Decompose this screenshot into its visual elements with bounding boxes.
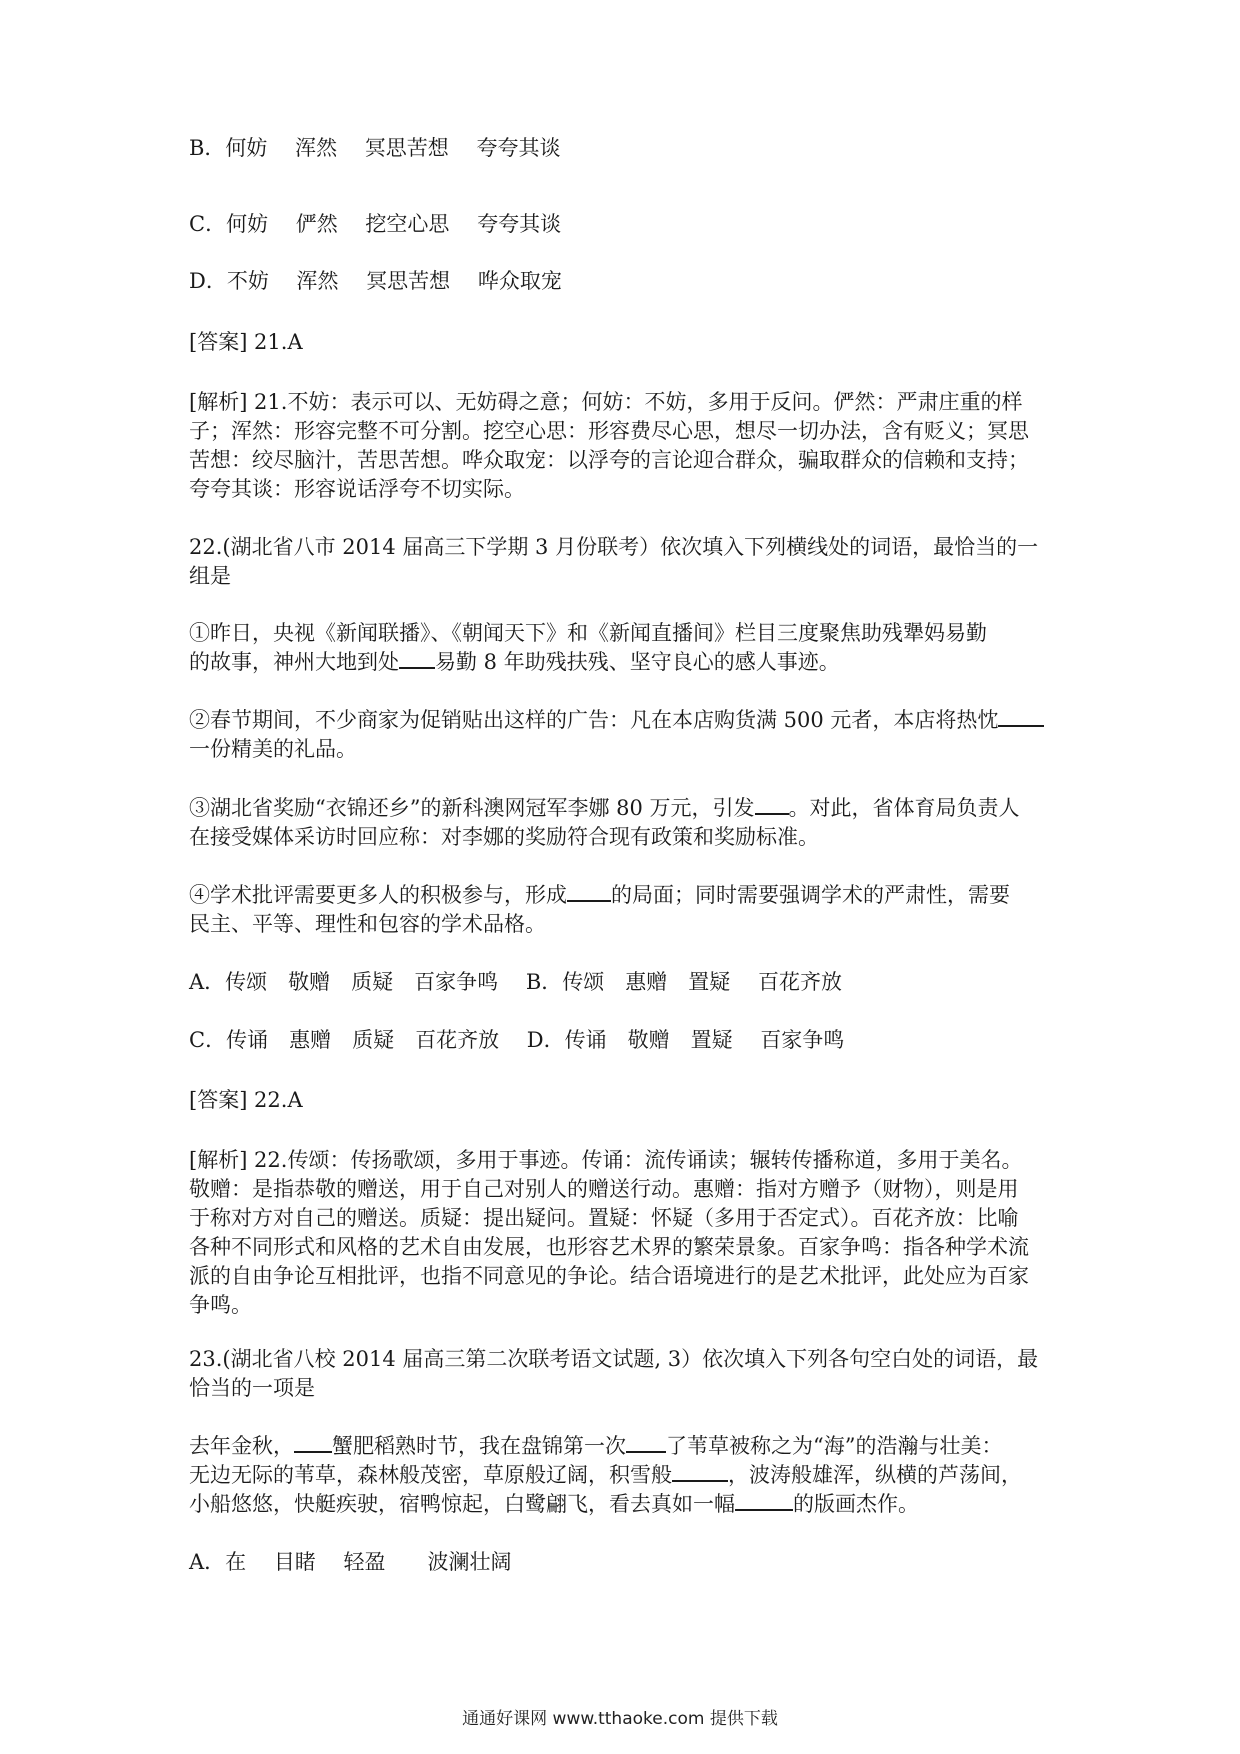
q23-passage-line3 — [189, 1490, 1069, 1518]
q22-sentence2-line2: 一份精美的礼品。 — [189, 737, 357, 761]
q23-p2-text-a: 无边无际的苇草，森林般茂密，草原般辽阔，积雪般 — [189, 1463, 672, 1487]
q22-stem-line1: 22.(湖北省八市 2014 届高三下学期 3 月份联考）依次填入下列横线处的词语，最恰当的一 — [189, 535, 1039, 559]
q22-sentence3-line1 — [189, 794, 1069, 822]
q22-s1-text-a: 的故事，神州大地到处 — [189, 650, 399, 674]
q23-passage-line2 — [189, 1461, 1069, 1489]
q23-stem-line1: 23.(湖北省八校 2014 届高三第二次联考语文试题, 3）依次填入下列各句空白处的词语，最 — [189, 1347, 1039, 1371]
q23-p2-text-b: ，波涛般雄浑，纵横的芦荡间， — [728, 1463, 1022, 1487]
q21-option-c: C．何妨 俨然 挖空心思 夸夸其谈 — [189, 212, 562, 236]
q22-s3-text-a: ③湖北省奖励“衣锦还乡”的新科澳网冠军李娜 80 万元，引发 — [189, 796, 755, 820]
q23-blank-4 — [735, 1491, 793, 1511]
q22-sentence1-line2 — [189, 648, 1069, 676]
q22-s1-blank — [399, 649, 435, 669]
q22-analysis: [解析] 22.传颂：传扬歌颂，多用于事迹。传诵：流传诵读；辗转传播称道，多用于美名。 敬赠：是指恭敬的赠送，用于自己对别人的赠送行动。惠赠：指对方赠予（财物），则是用 于称对方对自己的赠送。质疑：提出疑问。置疑：怀疑（多用于否定式）。百花齐放：比喻 各种不同形式和风格的艺术自由发展，也形容艺术界的繁荣景象。百家争鸣：指各种学术流 派的自由争论互相批评，也指不同意见的争论。结合语境进行的是艺术批评，此处应为百家 争鸣。 — [189, 1148, 1029, 1317]
q22-sentence3-line2: 在接受媒体采访时回应称：对李娜的奖励符合现有政策和奖励标准。 — [189, 825, 819, 849]
q22-sentence1-line1: ①昨日，央视《新闻联播》、《朝闻天下》和《新闻直播间》栏目三度聚焦助残犟妈易勤 — [189, 621, 987, 645]
q22-s3-text-b: 。对此，省体育局负责人 — [788, 796, 1020, 820]
q22-sentence4-line1 — [189, 881, 1069, 909]
q22-s4-blank — [567, 882, 611, 902]
q21-option-b: B．何妨 浑然 冥思苦想 夸夸其谈 — [189, 136, 561, 160]
footer-watermark: 通通好课网 www.tthaoke.com 提供下载 — [462, 1709, 778, 1729]
q23-p1-text-c: 了苇草被称之为“海”的浩瀚与壮美： — [666, 1434, 1003, 1458]
q23-option-a: A．在 目睹 轻盈 波澜壮阔 — [189, 1550, 512, 1574]
q22-s4-text-a: ④学术批评需要更多人的积极参与，形成 — [189, 883, 567, 907]
q23-p1-text-a: 去年金秋， — [189, 1434, 294, 1458]
q21-answer: [答案] 21.A — [189, 330, 303, 354]
q22-sentence4-line2: 民主、平等、理性和包容的学术品格。 — [189, 912, 546, 936]
q23-p1-text-b: 蟹肥稻熟时节，我在盘锦第一次 — [332, 1434, 626, 1458]
q23-p3-text-a: 小船悠悠，快艇疾驶，宿鸭惊起，白鹭翩飞，看去真如一幅 — [189, 1492, 735, 1516]
q22-s1-text-b: 易勤 8 年助残扶残、坚守良心的感人事迹。 — [435, 650, 840, 674]
q23-blank-1 — [294, 1433, 332, 1453]
q23-blank-2 — [626, 1433, 666, 1453]
q23-blank-3 — [672, 1462, 728, 1482]
q22-s4-text-b: 的局面；同时需要强调学术的严肃性，需要 — [611, 883, 1010, 907]
q22-options-ab: A．传颂 敬赠 质疑 百家争鸣 B．传颂 惠赠 置疑 百花齐放 — [189, 970, 842, 994]
q22-s2-blank — [998, 707, 1044, 727]
q21-option-d: D．不妨 浑然 冥思苦想 哗众取宠 — [189, 269, 562, 293]
q22-options-cd: C．传诵 惠赠 质疑 百花齐放 D．传诵 敬赠 置疑 百家争鸣 — [189, 1028, 845, 1052]
q23-stem-line2: 恰当的一项是 — [189, 1376, 315, 1400]
q22-answer: [答案] 22.A — [189, 1088, 303, 1112]
q21-analysis: [解析] 21.不妨：表示可以、无妨碍之意；何妨：不妨，多用于反问。俨然：严肃庄重的样 子；浑然：形容完整不可分割。挖空心思：形容费尽心思，想尽一切办法，含有贬义；冥思 苦想：绞尽脑汁，苦思苦想。哗众取宠：以浮夸的言论迎合群众，骗取群众的信赖和支持； 夸夸其谈：形容说话浮夸不切实际。 — [189, 390, 1029, 501]
q22-s3-blank — [755, 795, 789, 815]
q23-passage-line1 — [189, 1432, 1069, 1460]
q22-stem-line2: 组是 — [189, 564, 231, 588]
q23-p3-text-b: 的版画杰作。 — [793, 1492, 919, 1516]
q22-s2-text-a: ②春节期间，不少商家为促销贴出这样的广告：凡在本店购货满 500 元者，本店将热忱 — [189, 708, 999, 732]
q22-sentence2-line1 — [189, 706, 1069, 734]
